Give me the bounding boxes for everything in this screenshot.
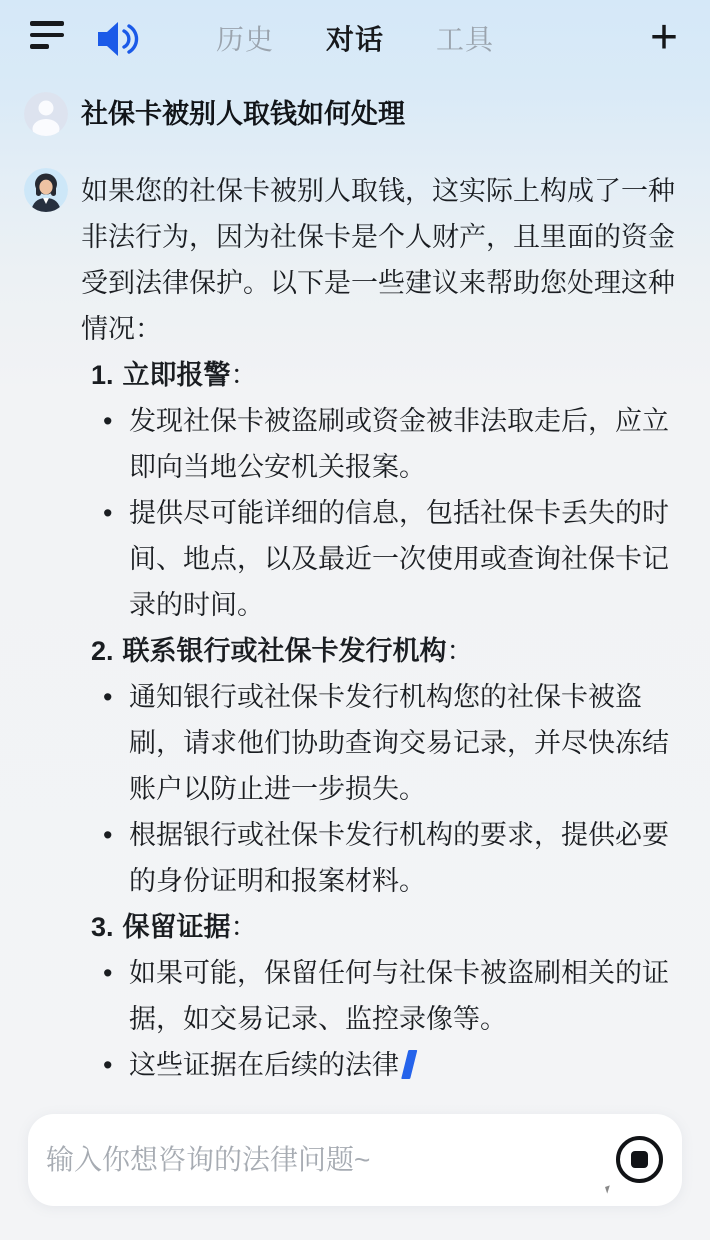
bullet-dot: •	[103, 498, 113, 528]
bullet-text: 根据银行或社保卡发行机构的要求，提供必要的身份证明和报案材料。	[129, 820, 669, 896]
bullet-item	[103, 674, 687, 812]
user-message-text: 社保卡被别人取钱如何处理	[81, 99, 405, 129]
section-number: 2.	[91, 636, 114, 666]
bullet-dot: •	[103, 406, 113, 436]
bullet-item	[103, 490, 687, 628]
user-message-row	[24, 92, 686, 136]
section-colon: ：	[230, 912, 258, 942]
assistant-message-row	[24, 168, 686, 1088]
streaming-cursor	[401, 1050, 417, 1079]
section-title: 立即报警	[122, 360, 231, 390]
speaker-audio-icon[interactable]	[96, 19, 144, 59]
top-bar	[0, 0, 710, 76]
bullet-dot: •	[103, 820, 113, 850]
bullet-dot: •	[103, 682, 113, 712]
section-title: 联系银行或社保卡发行机构	[122, 636, 447, 666]
section-bullet-list	[81, 398, 687, 628]
bullet-text: 发现社保卡被盗刷或资金被非法取走后，应立即向当地公安机关报案。	[129, 406, 669, 482]
section-heading	[91, 904, 687, 950]
assistant-section	[81, 352, 687, 628]
section-colon: ：	[230, 360, 258, 390]
section-heading	[91, 352, 687, 398]
bullet-item	[103, 1042, 687, 1088]
section-bullet-list	[81, 674, 687, 904]
section-colon: ：	[446, 636, 474, 666]
new-chat-plus-icon[interactable]: +	[649, 11, 679, 64]
section-bullet-list	[81, 950, 687, 1088]
stop-icon	[631, 1151, 648, 1168]
section-number: 1.	[91, 360, 114, 390]
bullet-text: 提供尽可能详细的信息，包括社保卡丢失的时间、地点，以及最近一次使用或查询社保卡记录的时间。	[129, 498, 669, 620]
bullet-item	[103, 950, 687, 1042]
bullet-text: 通知银行或社保卡发行机构您的社保卡被盗刷，请求他们协助查询交易记录，并尽快冻结账户以防止进一步损失。	[129, 682, 669, 804]
tab-tools[interactable]: 工具	[436, 24, 495, 55]
stop-generating-button[interactable]	[616, 1136, 663, 1183]
section-number: 3.	[91, 912, 114, 942]
hamburger-menu-icon[interactable]	[30, 21, 64, 55]
tab-history[interactable]: 历史	[215, 24, 274, 55]
assistant-message-body	[81, 168, 687, 1088]
section-heading	[91, 628, 687, 674]
assistant-avatar	[24, 168, 68, 212]
user-avatar	[24, 92, 68, 136]
legal-question-input[interactable]	[46, 1114, 606, 1206]
chat-area	[0, 76, 710, 1088]
assistant-sections	[81, 352, 687, 1088]
bullet-item	[103, 398, 687, 490]
bullet-text: 这些证据在后续的法律	[129, 1042, 687, 1088]
bullet-dot: •	[103, 1050, 113, 1080]
assistant-section	[81, 904, 687, 1088]
tab-conversation[interactable]: 对话	[325, 24, 384, 55]
bullet-item	[103, 812, 687, 904]
assistant-intro-paragraph: 如果您的社保卡被别人取钱，这实际上构成了一种非法行为，因为社保卡是个人财产，且里面的资金受到法律保护。以下是一些建议来帮助您处理这种情况：	[81, 176, 675, 344]
assistant-section	[81, 628, 687, 904]
message-input-bar	[28, 1114, 682, 1206]
bullet-text: 如果可能，保留任何与社保卡被盗刷相关的证据，如交易记录、监控录像等。	[129, 958, 669, 1034]
bullet-dot: •	[103, 958, 113, 988]
section-title: 保留证据	[122, 912, 231, 942]
